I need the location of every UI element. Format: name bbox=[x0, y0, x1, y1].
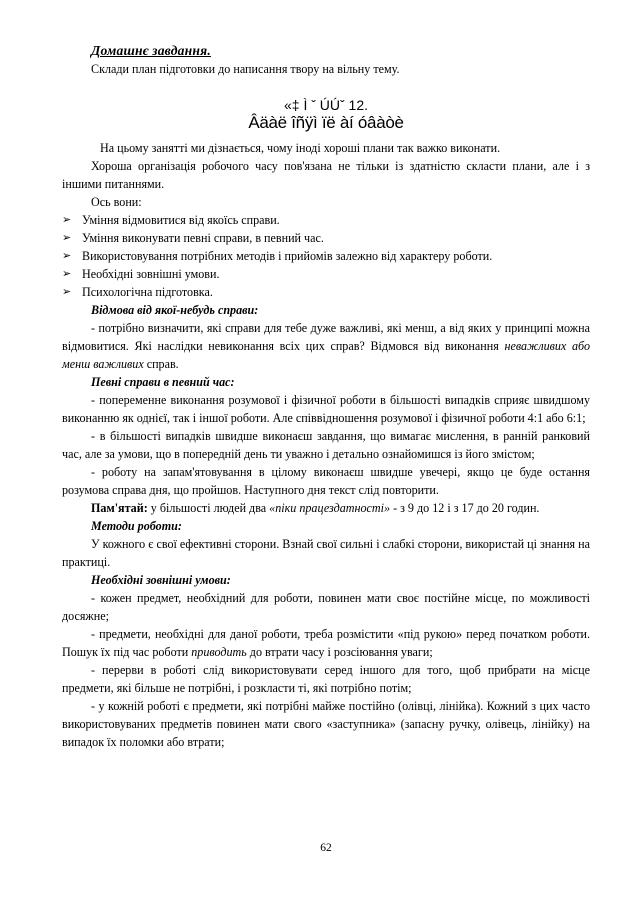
list-item bbox=[62, 265, 590, 283]
list-item bbox=[62, 283, 590, 301]
text-run: справ. bbox=[143, 357, 179, 371]
list-item-text: Психологічна підготовка. bbox=[82, 285, 213, 299]
intro-lead: Ось вони: bbox=[91, 195, 142, 209]
emphasis-text: «піки працездатності» bbox=[269, 501, 391, 515]
emphasis-text: неважливих або менш важливих bbox=[62, 339, 591, 371]
skills-list bbox=[62, 211, 590, 301]
list-item bbox=[62, 229, 590, 247]
section-text-refusal bbox=[62, 319, 590, 373]
conditions-item bbox=[62, 625, 590, 661]
list-item-text: Уміння відмовитися від якоїсь справи. bbox=[82, 213, 280, 227]
list-item-text: Використовування потрібних методів і прийомів залежно від характеру роботи. bbox=[82, 249, 493, 263]
intro-paragraph: Хороша організація робочого часу пов'язана не тільки із здатністю скласти плани, але і з іншими питаннями. bbox=[62, 159, 590, 191]
arrow-bullet-icon: ➢ bbox=[62, 286, 72, 298]
conditions-item: - кожен предмет, необхідний для роботи, повинен мати своє постійне місце, по можливості досяжне; bbox=[62, 591, 590, 623]
arrow-bullet-icon: ➢ bbox=[62, 214, 72, 226]
lesson-number: «‡ Ì ˇ ÚÚˇ 12. bbox=[283, 97, 369, 113]
text-run: до втрати часу і розсіювання уваги; bbox=[246, 645, 433, 659]
list-item-text: Необхідні зовнішні умови. bbox=[82, 267, 220, 281]
list-item bbox=[62, 247, 590, 265]
section-text-methods: У кожного є свої ефективні сторони. Взнай свої сильні і слабкі сторони, використай ці знання на практиці. bbox=[62, 537, 590, 569]
list-item-text: Уміння виконувати певні справи, в певний час. bbox=[82, 231, 324, 245]
remember-label: Пам'ятай: bbox=[91, 501, 148, 515]
arrow-bullet-icon: ➢ bbox=[62, 250, 72, 262]
text-run: - з 9 до 12 і з 17 до 20 годин. bbox=[390, 501, 540, 515]
homework-title: Домашнє завдання. bbox=[91, 43, 211, 58]
remember-note bbox=[62, 499, 590, 517]
conditions-item: - перерви в роботі слід використовувати серед іншого для того, щоб прибрати на місце предмети, які більше не потрібні, і розкласти ті, які потрібно потім; bbox=[62, 663, 590, 695]
arrow-bullet-icon: ➢ bbox=[62, 232, 72, 244]
homework-text: Склади план підготовки до написання твору на вільну тему. bbox=[91, 62, 400, 76]
section-heading-schedule: Певні справи в певний час: bbox=[91, 375, 235, 389]
lesson-title: Âäàë îñÿì ïë àí óâàòè bbox=[248, 113, 404, 132]
section-heading-conditions: Необхідні зовнішні умови: bbox=[91, 573, 231, 587]
intro-paragraph: На цьому занятті ми дізнається, чому іноді хороші плани так важко виконати. bbox=[100, 141, 501, 155]
schedule-item: - в більшості випадків швидше виконаєш завдання, що вимагає мислення, в ранній ранковий час, але за умови, що в попередній день ти уважно і детально ознайомишся із його змістом; bbox=[62, 429, 590, 461]
schedule-item: - роботу на запам'ятовування в цілому виконаєш швидше увечері, якщо це буде остання розумова справа дня, що пройшов. Наступного дня текст слід повторити. bbox=[62, 465, 590, 497]
conditions-item: - у кожній роботі є предмети, які потрібні майже постійно (олівці, лінійка). Кожний з цих часто використовуваних предметів повинен мати свого «заступника» (запасну ручку, олівець, лінійку) на випадок їх поломки або втрати; bbox=[62, 699, 590, 749]
text-run: - потрібно визначити, які справи для тебе дуже важливі, які менш, а від яких у принципі можна відмовитися. Які наслідки невиконання всіх цих справ? Відмовся від виконання bbox=[62, 321, 590, 353]
section-heading-methods: Методи роботи: bbox=[91, 519, 182, 533]
list-item bbox=[62, 211, 590, 229]
emphasis-text: приводить bbox=[191, 645, 247, 659]
schedule-item: - попеременне виконання розумової і фізичної роботи в більшості випадків сприяє швидшому виконанню як однієї, так і іншої роботи. Але співвідношення розумової і фізичної роботи 4:1 або 6:1; bbox=[62, 393, 590, 425]
text-run: - предмети, необхідні для даної роботи, треба розмістити «під рукою» перед початком роботи. Пошук їх під час роботи bbox=[62, 627, 590, 659]
arrow-bullet-icon: ➢ bbox=[62, 268, 72, 280]
text-run: у більшості людей два bbox=[147, 501, 270, 515]
document-body bbox=[62, 139, 590, 751]
page-number: 62 bbox=[320, 842, 332, 854]
section-heading-refusal: Відмова від якої-небудь справи: bbox=[91, 303, 259, 317]
